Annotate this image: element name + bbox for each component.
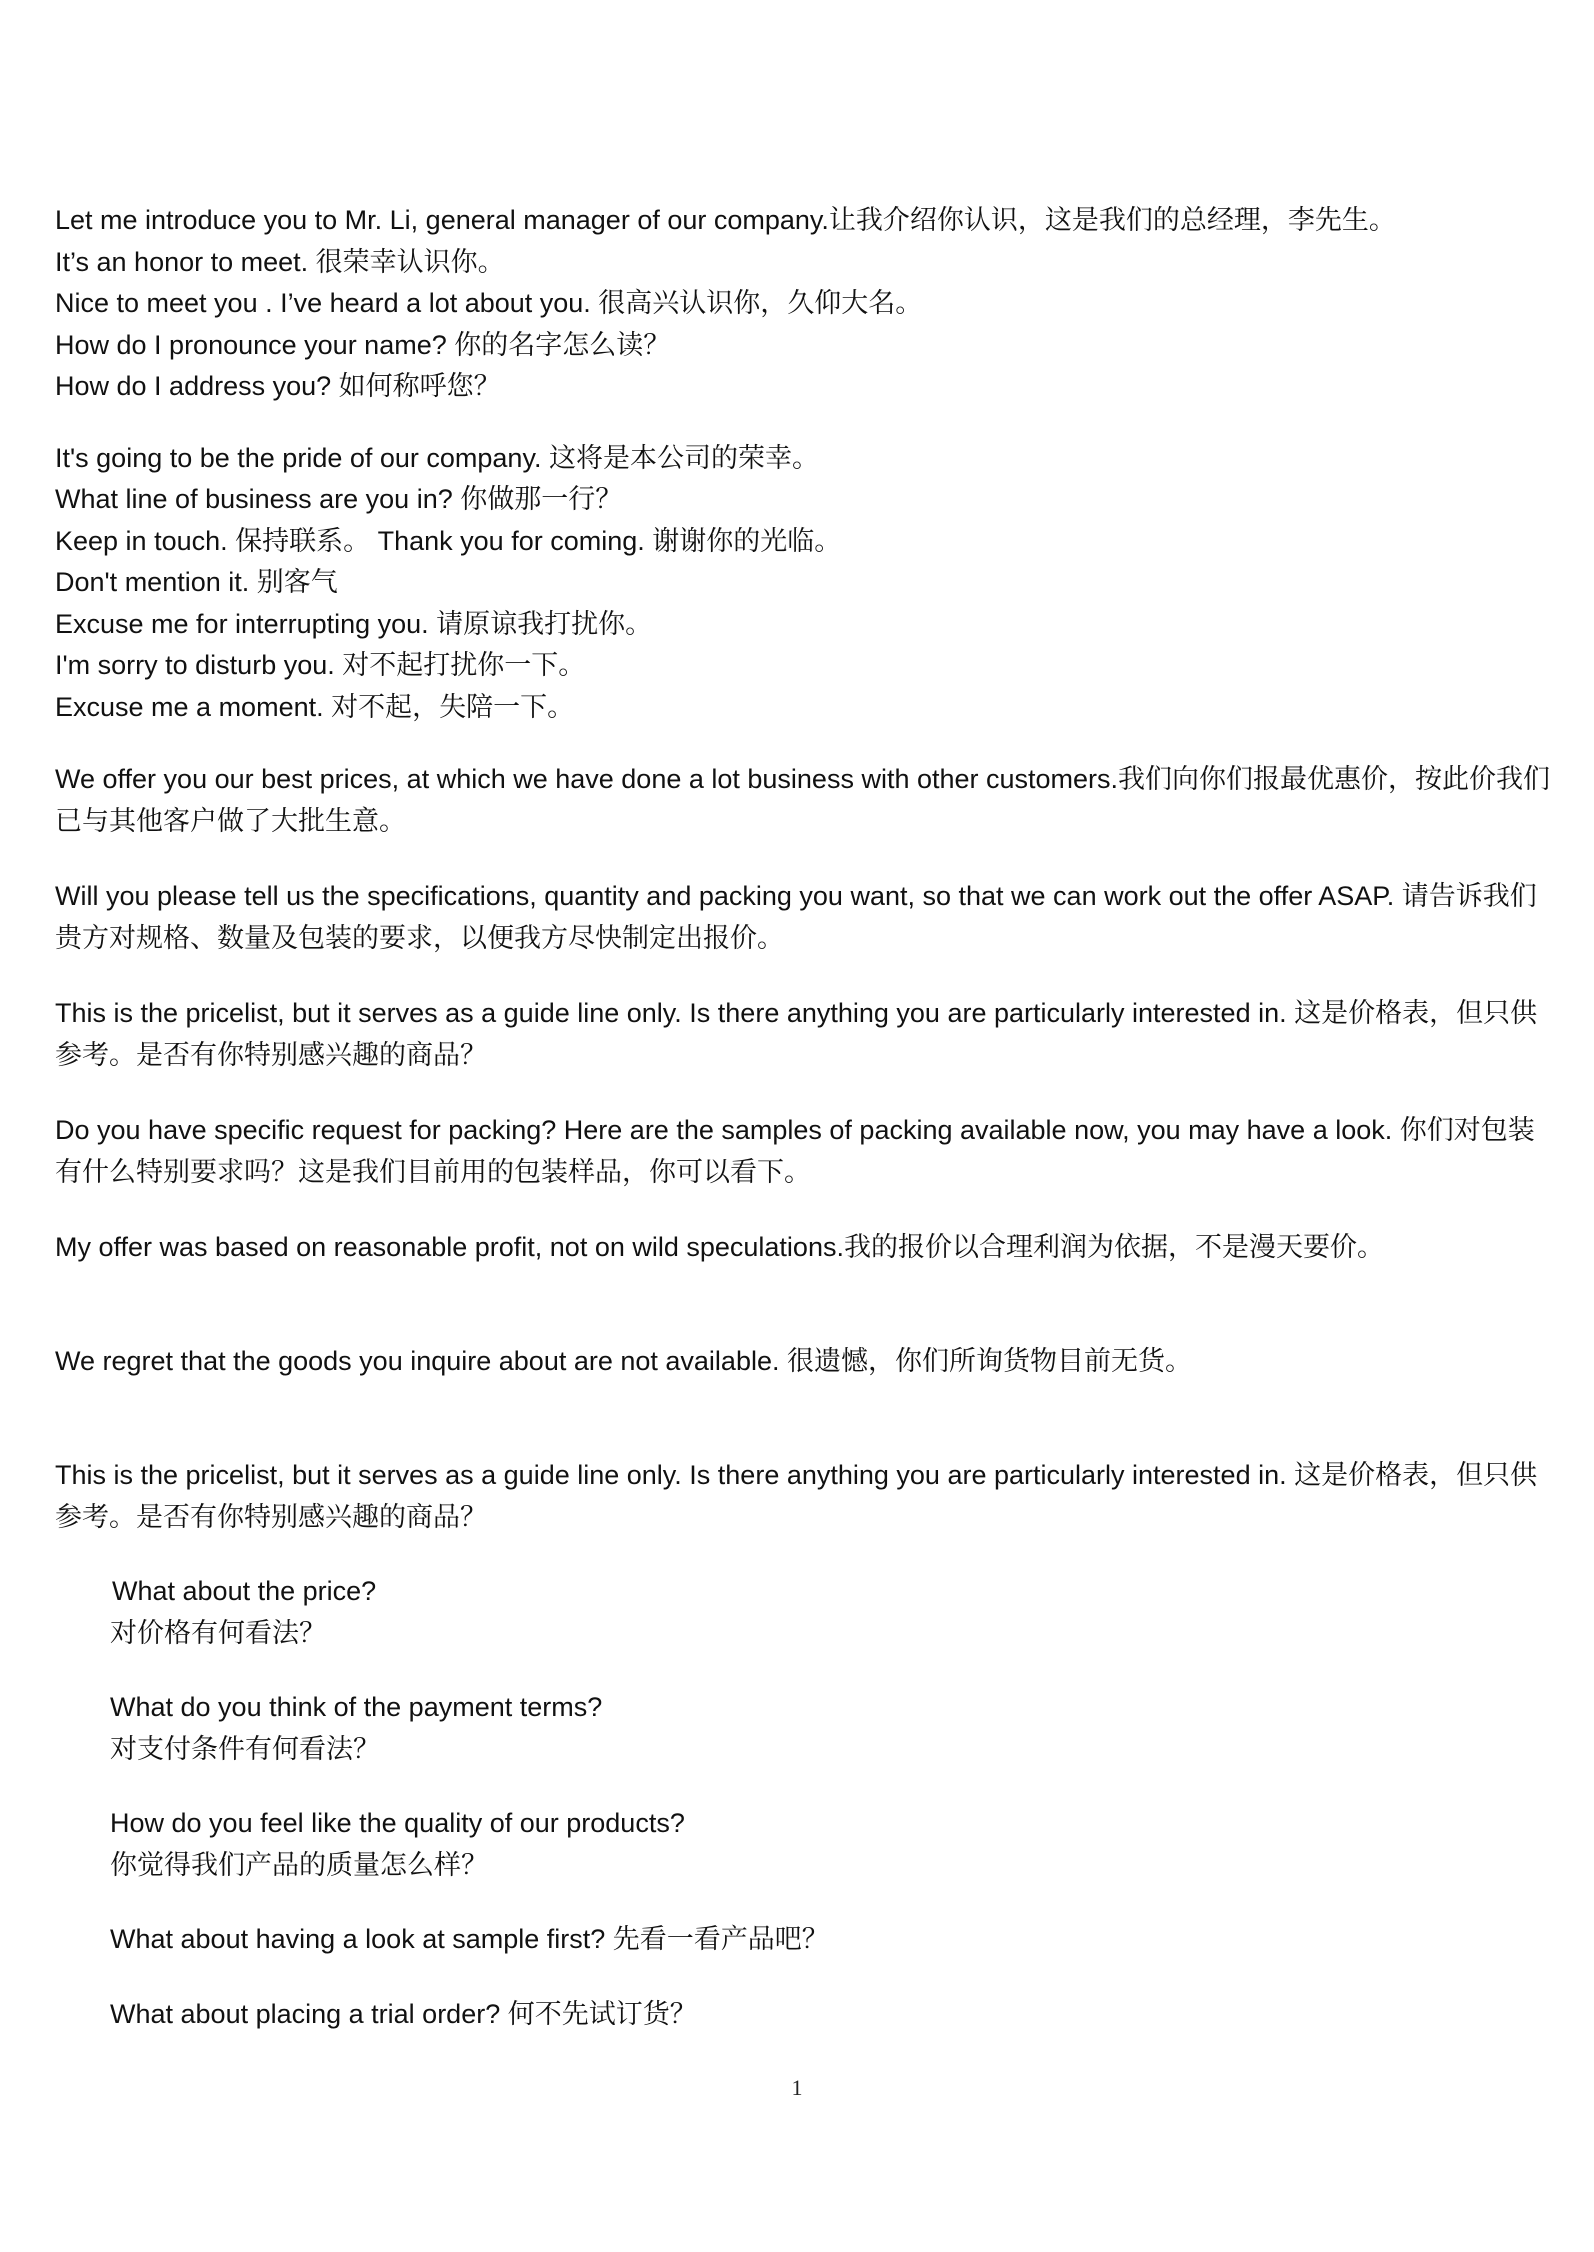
paragraph-pricelist: This is the pricelist, but it serves as a guide line only. Is there anything you are particularly interested in. 这是价格表，但只供参考。是否有你特别感兴趣的商品？ (55, 998, 1538, 1070)
question-cn: 对价格有何看法？ (110, 1617, 326, 1648)
sentence-line: Excuse me a moment. 对不起，失陪一下。 (55, 691, 575, 722)
sentence-line: How do I pronounce your name? 你的名字怎么读？ (55, 329, 671, 360)
question-en: How do you feel like the quality of our products? (110, 1808, 685, 1838)
page-number: 1 (791, 2075, 803, 2100)
paragraph-regret: We regret that the goods you inquire about are not available. 很遗憾，你们所询货物目前无货。 (55, 1346, 1192, 1376)
sentence-line: What line of business are you in? 你做那一行？ (55, 484, 623, 514)
greetings-block (55, 200, 1555, 408)
question-cn: 你觉得我们产品的质量怎么样？ (110, 1849, 488, 1880)
sentence-line: It’s an honor to meet. 很荣幸认识你。 (55, 246, 505, 277)
sentence-line: Keep in touch. 保持联系。 Thank you for coming. 谢谢你的光临。 (55, 525, 842, 556)
question-item (55, 1803, 1555, 1886)
sentence-line: How do I address you? 如何称呼您？ (55, 371, 501, 401)
sentence-line: Don't mention it. 别客气 (55, 567, 338, 597)
sentence-line: Excuse me for interrupting you. 请原谅我打扰你。 (55, 608, 653, 639)
trial-order-question: What about placing a trial order? 何不先试订货？ (110, 1998, 697, 2029)
paragraph-best-prices: We offer you our best prices, at which we have done a lot business with other customers.我们向你们报最优惠价，按此价我们已与其他客户做了大批生意。 (55, 764, 1551, 836)
paragraph-specifications: Will you please tell us the specifications, quantity and packing you want, so that we can work out the offer ASAP. 请告诉我们贵方对规格、数量及包装的要求，以便我方尽快制定出报价。 (55, 881, 1537, 953)
courtesy-block (55, 438, 1555, 729)
paragraph-offer-basis: My offer was based on reasonable profit, not on wild speculations.我的报价以合理利润为依据，不是漫天要价。 (55, 1232, 1384, 1262)
question-item (55, 1571, 1555, 1654)
question-cn: 对支付条件有何看法？ (110, 1733, 380, 1764)
sentence-line: It's going to be the pride of our company. 这将是本公司的荣幸。 (55, 442, 819, 473)
sentence-line: Nice to meet you . I’ve heard a lot about you. 很高兴认识你，久仰大名。 (55, 288, 923, 318)
question-en: What about the price? (112, 1576, 377, 1606)
paragraph-pricelist-repeat: This is the pricelist, but it serves as a guide line only. Is there anything you are particularly interested in. 这是价格表，但只供参考。是否有你特别感兴趣的商品？ (55, 1460, 1538, 1532)
sentence-line: I'm sorry to disturb you. 对不起打扰你一下。 (55, 650, 586, 680)
question-en: What do you think of the payment terms? (110, 1692, 603, 1722)
document-page (55, 200, 1555, 2035)
paragraph-packing: Do you have specific request for packing? Here are the samples of packing available now, you may have a look. 你们对包装有什么特别要求吗？这是我们目前用的包装样品，你可以看下。 (55, 1115, 1535, 1187)
question-item (55, 1687, 1555, 1770)
sample-question: What about having a look at sample first? 先看一看产品吧？ (110, 1924, 829, 1954)
sentence-line: Let me introduce you to Mr. Li, general manager of our company.让我介绍你认识，这是我们的总经理，李先生。 (55, 205, 1396, 235)
